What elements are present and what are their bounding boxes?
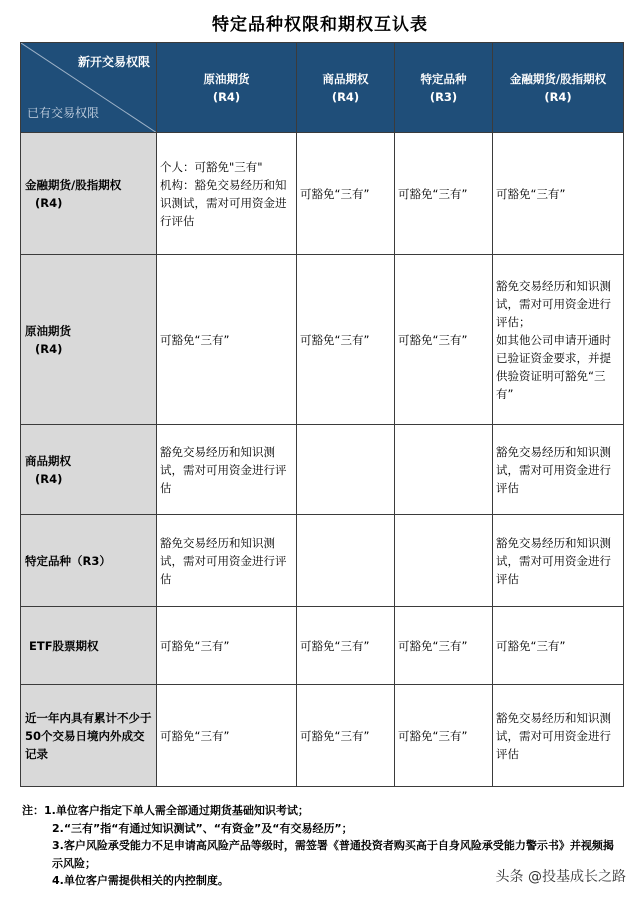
new-permission-label: 新开交易权限 bbox=[77, 55, 150, 69]
table-cell bbox=[395, 515, 493, 607]
table-row bbox=[21, 685, 624, 787]
table-cell: 可豁免“三有” bbox=[395, 133, 493, 255]
row-header: 商品期权 (R4) bbox=[21, 425, 157, 515]
table-cell: 豁免交易经历和知识测试，需对可用资金进行评估 bbox=[493, 425, 624, 515]
column-header bbox=[395, 43, 493, 133]
table-header-row bbox=[21, 43, 624, 133]
footnote-1: 注：1.单位客户指定下单人需全部通过期货基础知识考试； bbox=[22, 804, 309, 817]
row-header: 原油期货 (R4) bbox=[21, 255, 157, 425]
table-row bbox=[21, 133, 624, 255]
table-cell bbox=[297, 425, 395, 515]
column-name: 原油期货 bbox=[203, 71, 250, 86]
table-cell: 豁免交易经历和知识测试，需对可用资金进行评估； 如其他公司申请开通时已验证资金要求，并提供验资证明可豁免“三有” bbox=[493, 255, 624, 425]
table-cell bbox=[297, 515, 395, 607]
table-cell bbox=[395, 425, 493, 515]
watermark: 头条 @投基成长之路 bbox=[495, 869, 626, 885]
table-row bbox=[21, 515, 624, 607]
footnote-4: 4.单位客户需提供相关的内控制度。 bbox=[52, 874, 229, 887]
table-cell: 可豁免“三有” bbox=[157, 255, 297, 425]
table-row bbox=[21, 425, 624, 515]
table-cell: 可豁免“三有” bbox=[297, 607, 395, 685]
column-header bbox=[157, 43, 297, 133]
column-level: (R4) bbox=[212, 89, 241, 104]
table-cell: 可豁免“三有” bbox=[493, 133, 624, 255]
column-header bbox=[493, 43, 624, 133]
table-cell: 个人：可豁免"三有" 机构：豁免交易经历和知识测试，需对可用资金进行评估 bbox=[157, 133, 297, 255]
column-level: (R4) bbox=[544, 89, 572, 104]
table-cell: 可豁免“三有” bbox=[395, 685, 493, 787]
table-cell: 可豁免“三有” bbox=[395, 607, 493, 685]
column-name: 金融期货/股指期权 bbox=[509, 71, 607, 86]
footnote-3: 3.客户风险承受能力不足申请高风险产品等级时，需签署《普通投资者购买高于自身风险承受能力警示书》并视频揭示风险； bbox=[52, 839, 614, 870]
column-name: 特定品种 bbox=[420, 71, 467, 86]
table-row bbox=[21, 607, 624, 685]
table-cell: 可豁免“三有” bbox=[157, 685, 297, 787]
table-cell: 豁免交易经历和知识测试，需对可用资金进行评估 bbox=[493, 685, 624, 787]
row-header: 近一年内具有累计不少于50个交易日境内外成交记录 bbox=[21, 685, 157, 787]
page-title: 特定品种权限和期权互认表 bbox=[212, 15, 428, 35]
row-header: ETF股票期权 bbox=[21, 607, 157, 685]
table-cell: 豁免交易经历和知识测试，需对可用资金进行评估 bbox=[157, 515, 297, 607]
table-cell: 可豁免“三有” bbox=[157, 607, 297, 685]
existing-permission-label: 已有交易权限 bbox=[27, 106, 100, 120]
table-cell: 可豁免“三有” bbox=[297, 133, 395, 255]
table-cell: 可豁免“三有” bbox=[493, 607, 624, 685]
column-level: (R3) bbox=[429, 89, 458, 104]
table-cell: 可豁免“三有” bbox=[395, 255, 493, 425]
footnote-2: 2.“三有”指“有通过知识测试”、“有资金”及“有交易经历”； bbox=[52, 821, 353, 835]
column-header bbox=[297, 43, 395, 133]
table-cell: 豁免交易经历和知识测试，需对可用资金进行评估 bbox=[493, 515, 624, 607]
table-cell: 豁免交易经历和知识测试，需对可用资金进行评估 bbox=[157, 425, 297, 515]
row-header: 特定品种（R3） bbox=[21, 515, 157, 607]
row-header: 金融期货/股指期权 (R4) bbox=[21, 133, 157, 255]
table-cell: 可豁免“三有” bbox=[297, 255, 395, 425]
column-name: 商品期权 bbox=[322, 71, 369, 86]
column-level: (R4) bbox=[331, 89, 360, 104]
corner-cell bbox=[21, 43, 157, 133]
table-row bbox=[21, 255, 624, 425]
permission-table bbox=[20, 42, 624, 787]
table-cell: 可豁免“三有” bbox=[297, 685, 395, 787]
